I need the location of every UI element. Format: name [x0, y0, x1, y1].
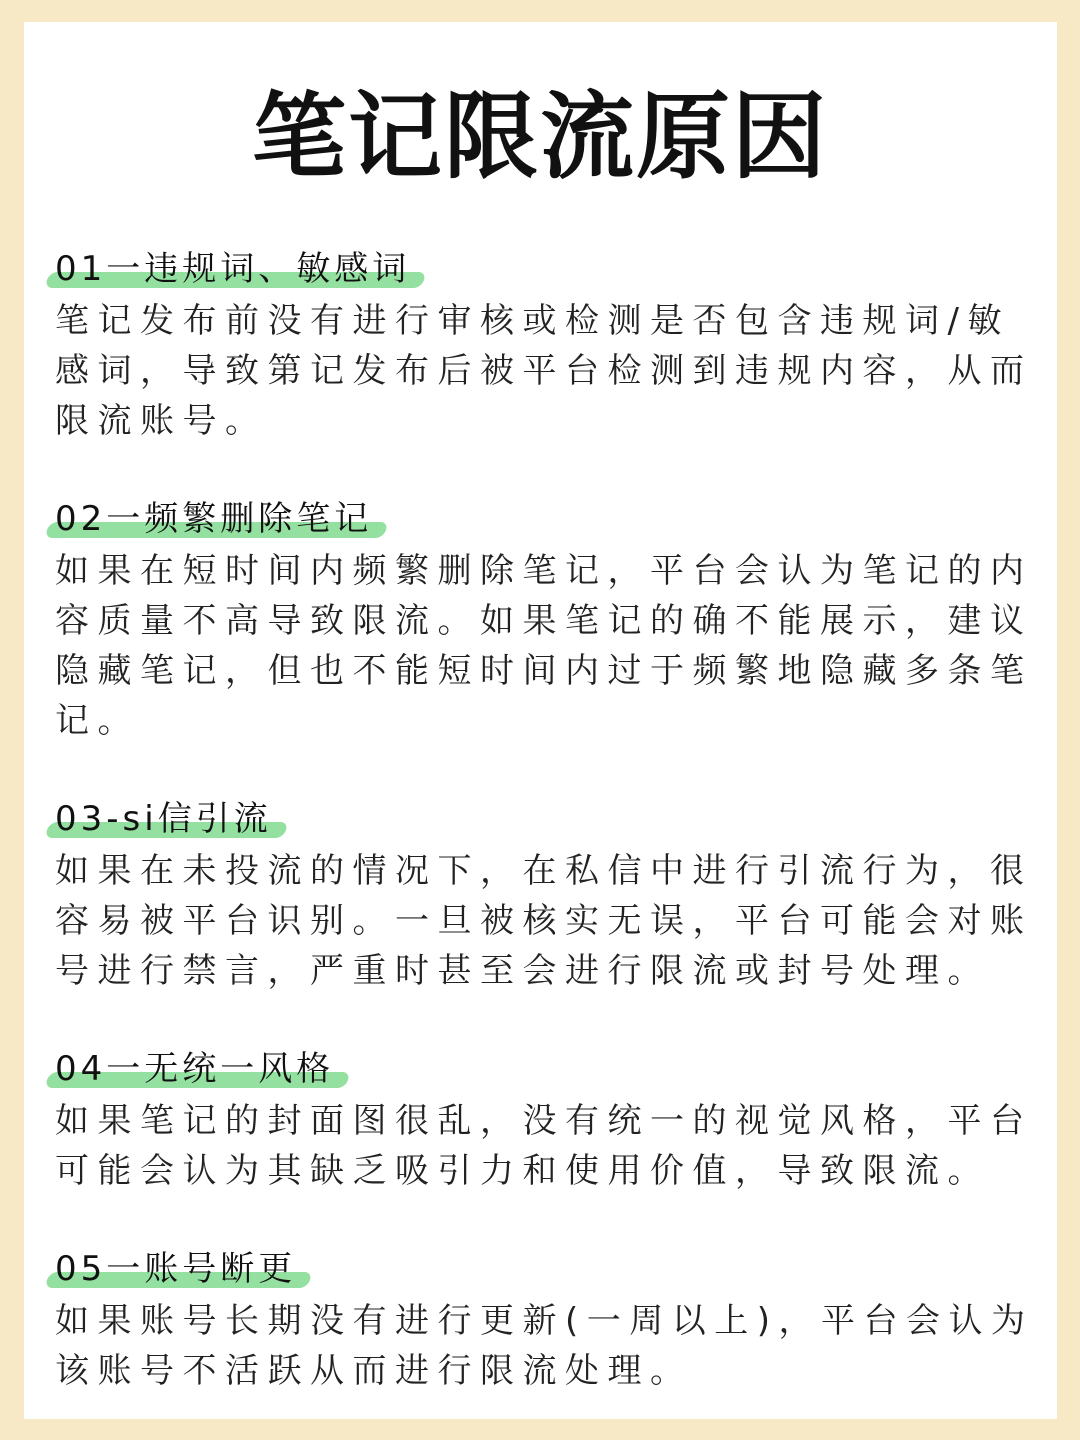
body-line: 如果账号长期没有进行更新(一周以上)，平台会认为: [55, 1301, 1034, 1341]
section-body: [55, 296, 1033, 446]
body-line: 该账号不活跃从而进行限流处理。: [55, 1351, 693, 1391]
section-body: [55, 1096, 1033, 1196]
body-line: 限流账号。: [55, 401, 268, 441]
body-line: 号进行禁言，严重时甚至会进行限流或封号处理。: [55, 951, 990, 991]
page-title: 笔记限流原因: [251, 83, 828, 192]
section-heading: 02一频繁删除笔记: [55, 498, 372, 540]
section-heading: 03-si信引流: [55, 798, 272, 840]
section-heading: 04一无统一风格: [55, 1048, 334, 1090]
body-line: 如果在短时间内频繁删除笔记，平台会认为笔记的内: [55, 551, 1033, 591]
body-line: 容易被平台识别。一旦被核实无误，平台可能会对账: [55, 901, 1033, 941]
section-body: [55, 546, 1033, 746]
body-line: 可能会认为其缺乏吸引力和使用价值，导致限流。: [55, 1151, 990, 1191]
section-2: [55, 498, 1033, 746]
body-line: 容质量不高导致限流。如果笔记的确不能展示，建议: [55, 601, 1033, 641]
section-body: [55, 846, 1033, 996]
body-line: 感词，导致第记发布后被平台检测到违规内容，从而: [55, 351, 1033, 391]
section-5: [55, 1248, 1034, 1396]
section-3: [55, 798, 1033, 996]
section-heading: 01一违规词、敏感词: [55, 248, 410, 290]
section-heading: 05一账号断更: [55, 1248, 296, 1290]
section-4: [55, 1048, 1033, 1196]
section-body: [55, 1296, 1034, 1396]
body-line: 如果笔记的封面图很乱，没有统一的视觉风格，平台: [55, 1101, 1033, 1141]
body-line: 笔记发布前没有进行审核或检测是否包含违规词/敏: [55, 301, 1010, 341]
body-line: 记。: [55, 701, 140, 741]
body-line: 隐藏笔记，但也不能短时间内过于频繁地隐藏多条笔: [55, 651, 1033, 691]
section-1: [55, 248, 1033, 446]
body-line: 如果在未投流的情况下，在私信中进行引流行为，很: [55, 851, 1033, 891]
